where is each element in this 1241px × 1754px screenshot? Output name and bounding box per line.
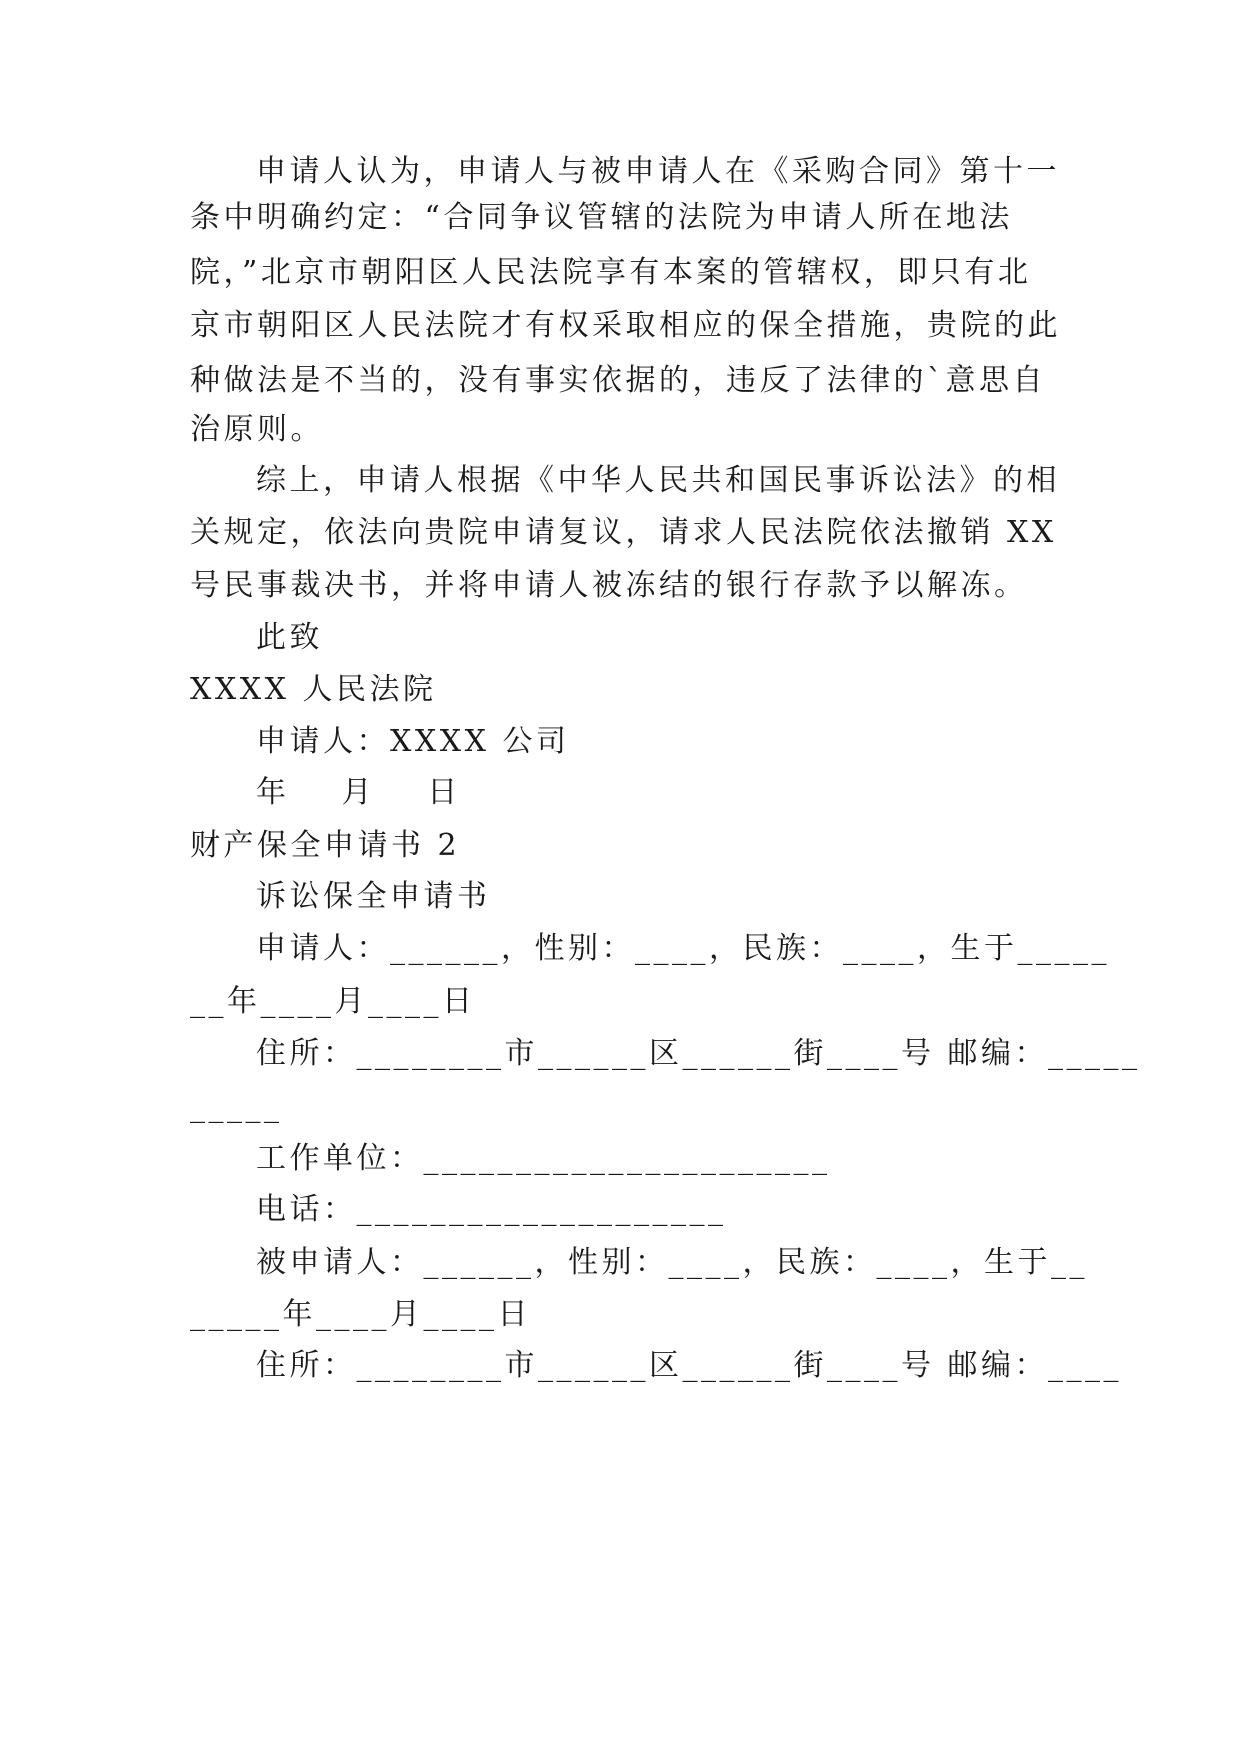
form-line: _____ xyxy=(190,1089,283,1124)
form-line: 工作单位：______________________ xyxy=(256,1141,831,1176)
paragraph-line: 综上，申请人根据《中华人民共和国民事诉讼法》的相 xyxy=(256,463,1060,498)
paragraph-line: 关规定，依法向贵院申请复议，请求人民法院依法撤销 XX xyxy=(190,515,1057,550)
form-line: 住所：________市______区______街____号 邮编：____ xyxy=(256,1348,1123,1383)
form-line: 电话：____________________ xyxy=(256,1192,727,1227)
paragraph-line: 号民事裁决书，并将申请人被冻结的银行存款予以解冻。 xyxy=(190,568,1028,603)
section-title: 财产保全申请书 2 xyxy=(190,828,461,863)
form-line: 申请人：______，性别：____，民族：____，生于_____ xyxy=(256,931,1110,966)
form-title: 诉讼保全申请书 xyxy=(256,879,491,914)
signature-applicant: 申请人：XXXX 公司 xyxy=(256,724,570,759)
form-line: 住所：________市______区______街____号 邮编：_____ xyxy=(256,1036,1141,1071)
addressee: XXXX 人民法院 xyxy=(190,672,437,707)
paragraph-line: 治原则。 xyxy=(190,412,324,447)
paragraph-line: 种做法是不当的，没有事实依据的，违反了法律的`意思自 xyxy=(190,363,1046,398)
paragraph-line: 京市朝阳区人民法院才有权采取相应的保全措施，贵院的此 xyxy=(190,308,1061,343)
form-line: __年____月____日 xyxy=(190,984,476,1019)
paragraph-line: 条中明确约定：“合同争议管辖的法院为申请人所在地法 xyxy=(190,200,1013,235)
paragraph-line: 院，”北京市朝阳区人民法院享有本案的管辖权，即只有北 xyxy=(190,255,1032,290)
paragraph-line: 申请人认为，申请人与被申请人在《采购合同》第十一 xyxy=(256,154,1060,189)
signature-date: 年 月 日 xyxy=(256,775,461,810)
salutation: 此致 xyxy=(256,620,323,655)
form-line: 被申请人：______，性别：____，民族：____，生于__ xyxy=(256,1245,1088,1280)
form-line: _____年____月____日 xyxy=(190,1297,531,1332)
